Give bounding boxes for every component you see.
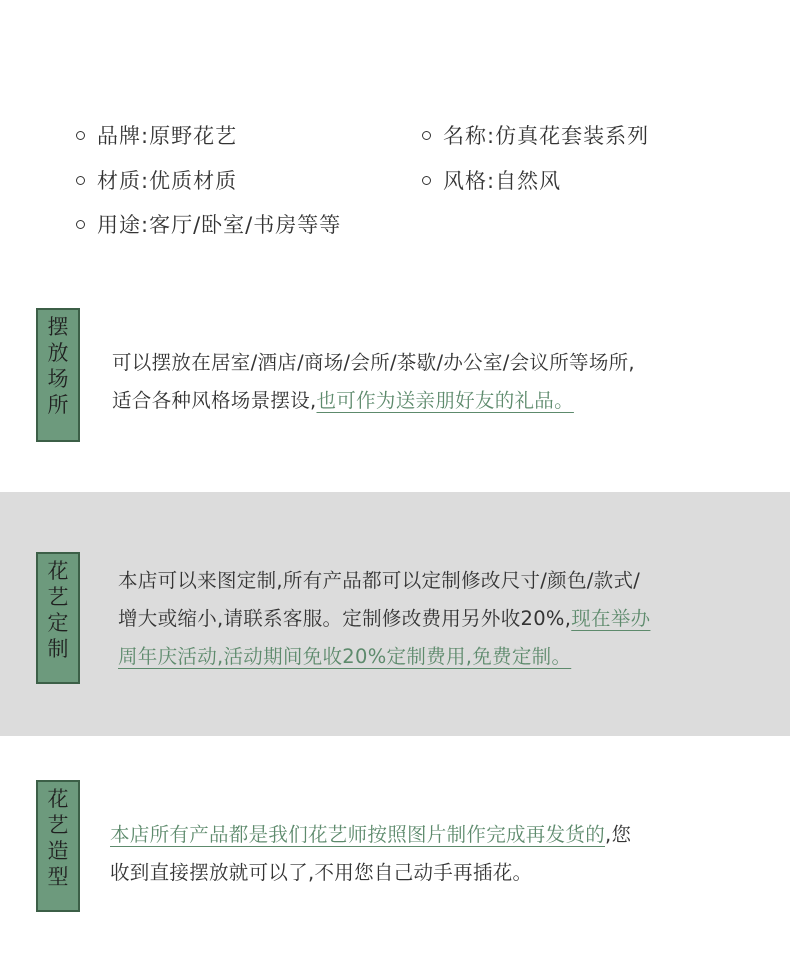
circle-bullet-icon bbox=[76, 220, 85, 229]
circle-bullet-icon bbox=[76, 176, 85, 185]
anniversary-highlight-end: 周年庆活动,活动期间免收20%定制费用,免费定制。 bbox=[118, 645, 572, 668]
section-tag-customization bbox=[36, 552, 80, 684]
customization-line-2-plain: 增大或缩小,请联系客服。定制修改费用另外收20%, bbox=[118, 607, 572, 630]
placement-line-2 bbox=[112, 382, 635, 420]
placement-line-1: 可以摆放在居室/酒店/商场/会所/茶歇/办公室/会议所等场所, bbox=[112, 351, 635, 374]
circle-bullet-icon bbox=[422, 176, 431, 185]
styling-line-1-plain: ,您 bbox=[605, 823, 632, 846]
spec-item-material bbox=[76, 165, 237, 195]
spec-text: 名称:仿真花套装系列 bbox=[443, 124, 650, 148]
styling-line-2: 收到直接摆放就可以了,不用您自己动手再插花。 bbox=[110, 861, 533, 884]
customization-description bbox=[118, 562, 650, 676]
spec-item-name bbox=[422, 120, 649, 150]
customization-line-2 bbox=[118, 600, 650, 638]
tag-char: 造 bbox=[47, 839, 69, 863]
spec-item-brand bbox=[76, 120, 237, 150]
spec-text: 材质:优质材质 bbox=[97, 169, 238, 193]
spec-text: 风格:自然风 bbox=[443, 169, 562, 193]
spec-item-usage bbox=[76, 209, 341, 239]
tag-char: 所 bbox=[47, 393, 69, 417]
tag-char: 花 bbox=[47, 559, 69, 583]
tag-char: 型 bbox=[47, 865, 69, 889]
customization-line-3 bbox=[118, 638, 650, 676]
tag-char: 定 bbox=[47, 611, 69, 635]
tag-char: 制 bbox=[47, 637, 69, 661]
section-tag-styling bbox=[36, 780, 80, 912]
tag-char: 场 bbox=[47, 367, 69, 391]
spec-text: 品牌:原野花艺 bbox=[97, 124, 238, 148]
circle-bullet-icon bbox=[422, 131, 431, 140]
tag-char: 花 bbox=[47, 787, 69, 811]
styling-line-1 bbox=[110, 816, 631, 854]
gift-highlight: 也可作为送亲朋好友的礼品。 bbox=[316, 389, 574, 412]
tag-char: 艺 bbox=[47, 585, 69, 609]
customization-line-1: 本店可以来图定制,所有产品都可以定制修改尺寸/颜色/款式/ bbox=[118, 569, 641, 592]
section-tag-placement bbox=[36, 308, 80, 442]
tag-char: 摆 bbox=[47, 315, 69, 339]
spec-text: 用途:客厅/卧室/书房等等 bbox=[97, 213, 342, 237]
placement-line-2-plain: 适合各种风格场景摆设, bbox=[112, 389, 317, 412]
circle-bullet-icon bbox=[76, 131, 85, 140]
handmade-highlight: 本店所有产品都是我们花艺师按照图片制作完成再发货的 bbox=[110, 823, 606, 846]
tag-char: 艺 bbox=[47, 813, 69, 837]
tag-char: 放 bbox=[47, 341, 69, 365]
placement-description bbox=[112, 344, 635, 420]
spec-item-style bbox=[422, 165, 561, 195]
styling-description bbox=[110, 816, 631, 892]
anniversary-highlight-start: 现在举办 bbox=[571, 607, 651, 630]
